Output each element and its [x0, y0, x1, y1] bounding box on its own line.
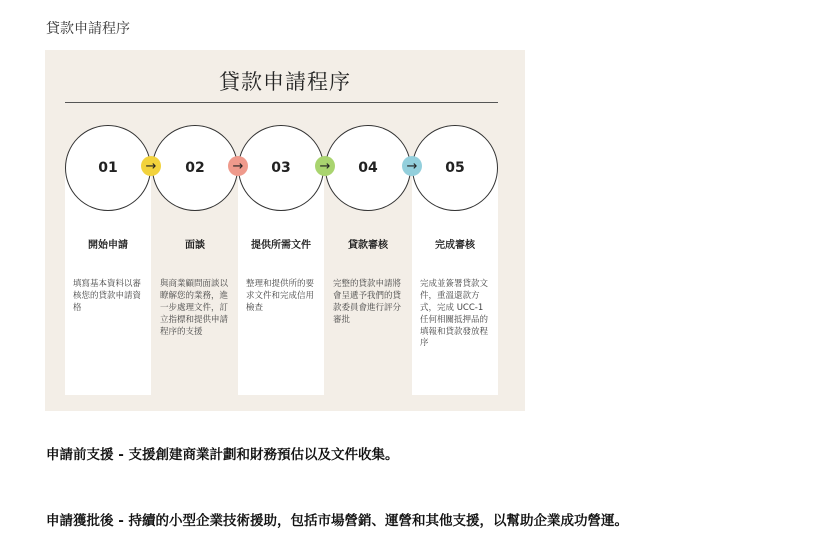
step-title-3: 提供所需文件 — [251, 240, 311, 251]
arrow-right-icon: → — [402, 156, 422, 176]
pre-application-support-note: 申請前支援 - 支援創建商業計劃和財務預估以及文件收集。 — [46, 447, 399, 463]
step-desc-5: 完成並簽署貸款文件，重溫還款方式，完成 UCC-1 任何相關抵押品的填報和貸款發放程序 — [420, 279, 489, 349]
step-title-1: 開始申請 — [88, 240, 128, 251]
step-desc-2: 與商業顧問面談以瞭解您的業務，進一步處理文件，訂立指標和提供申請程序的支援 — [160, 279, 229, 337]
step-title-2: 面談 — [185, 240, 205, 251]
page-heading: 貸款申請程序 — [46, 21, 130, 37]
post-approval-support-note: 申請獲批後 - 持續的小型企業技術援助，包括市場營銷、運營和其他支援，以幫助企業成功營運。 — [46, 513, 629, 529]
step-desc-3: 整理和提供所的要求文件和完成信用檢查 — [246, 279, 315, 313]
step-number-circle-3: 03 — [238, 125, 324, 211]
loan-process-infographic — [45, 50, 525, 411]
arrow-right-icon: → — [315, 156, 335, 176]
infographic-title: 貸款申請程序 — [219, 70, 351, 94]
arrow-right-icon: → — [228, 156, 248, 176]
step-title-4: 貸款審核 — [348, 240, 388, 251]
arrow-right-icon: → — [141, 156, 161, 176]
step-number-circle-5: 05 — [412, 125, 498, 211]
step-desc-1: 填寫基本資料以審核您的貸款申請資格 — [73, 279, 142, 313]
step-desc-4: 完整的貸款申請將會呈遞予我們的貸款委員會進行評分審批 — [333, 279, 402, 325]
title-divider — [65, 102, 498, 103]
step-number-circle-2: 02 — [152, 125, 238, 211]
step-title-5: 完成審核 — [435, 240, 475, 251]
step-number-circle-1: 01 — [65, 125, 151, 211]
step-number-circle-4: 04 — [325, 125, 411, 211]
